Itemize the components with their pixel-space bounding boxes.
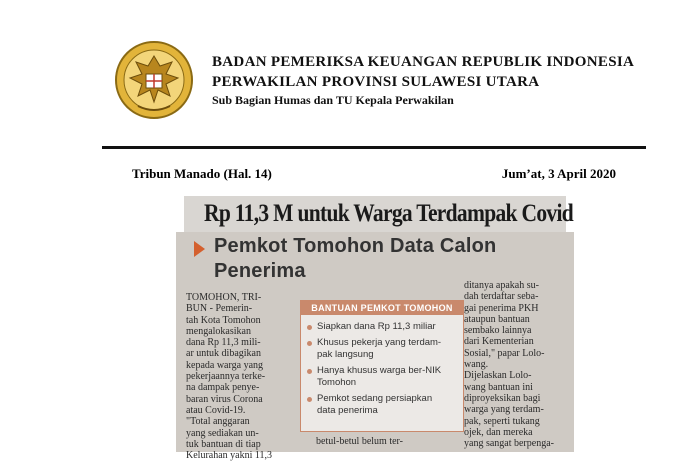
publication-date: Jum’at, 3 April 2020 — [501, 166, 616, 181]
article-line: dari Kementerian — [464, 336, 534, 348]
garuda-emblem-icon — [112, 36, 196, 120]
article-line: TOMOHON, TRI- — [186, 292, 262, 303]
article-column-1 — [186, 292, 306, 461]
article-line: ar untuk dibagikan — [186, 348, 261, 360]
article-line: pak, seperti tukang — [464, 415, 540, 427]
info-box-item-text: Khusus pekerja yang terdam- — [317, 337, 442, 348]
article-line: yang sediakan un- — [186, 427, 259, 439]
info-box-title: BANTUAN PEMKOT TOMOHON — [301, 301, 463, 315]
info-box-item-text: Pemkot sedang persiapkan — [317, 393, 433, 404]
bullet-icon — [307, 369, 312, 374]
header-divider — [102, 146, 646, 149]
article-line: betul-betul belum ter- — [316, 436, 403, 447]
article-line: Sosial," papar Lolo- — [464, 347, 545, 359]
article-body — [176, 232, 574, 461]
org-subunit: Sub Bagian Humas dan TU Kepala Perwakilan — [212, 93, 454, 107]
bullet-icon — [307, 325, 312, 330]
article-line: wang. — [464, 359, 489, 371]
article-line: gai penerima PKH — [464, 302, 539, 314]
info-box-item-text: Siapkan dana Rp 11,3 miliar — [317, 321, 436, 332]
article-line: baran virus Corona — [186, 393, 263, 405]
article-line: "Total anggaran — [186, 416, 250, 428]
org-name-line2: PERWAKILAN PROVINSI SULAWESI UTARA — [212, 74, 540, 90]
org-header — [212, 52, 634, 108]
article-line: dana Rp 11,3 mili- — [186, 337, 261, 349]
info-box — [300, 300, 464, 432]
article-line: kepada warga yang — [186, 359, 264, 371]
org-name-line1: BADAN PEMERIKSA KEUANGAN REPUBLIK INDONESIA — [212, 54, 635, 70]
info-box-item-text: pak langsung — [317, 349, 374, 360]
article-line: warga yang terdam- — [464, 404, 544, 416]
article-line: BUN - Pemerin- — [186, 303, 253, 315]
article-line: yang sangat berpenga- — [464, 438, 554, 450]
article-line: mengalokasikan — [186, 325, 251, 337]
bullet-icon — [307, 397, 312, 402]
article-line: wang bantuan ini — [464, 381, 533, 393]
article-line: tah Kota Tomohon — [186, 314, 261, 326]
article-line: Kelurahan yakni 11,3 — [186, 450, 272, 461]
newspaper-clipping — [176, 196, 574, 461]
article-line: pekerjaannya terke- — [186, 371, 266, 383]
info-box-item-text: Tomohon — [317, 377, 357, 388]
article-line: sembako lainnya — [464, 325, 532, 337]
subheadline-line2: Penerima — [214, 260, 306, 282]
info-box-item — [307, 365, 461, 389]
info-box-item-text: data penerima — [317, 405, 378, 416]
info-box-item — [307, 337, 461, 361]
newspaper-source: Tribun Manado (Hal. 14) — [132, 166, 272, 181]
article-line: ataupun bantuan — [464, 313, 530, 325]
subheadline-line1: Pemkot Tomohon Data Calon — [214, 235, 497, 257]
info-box-item-text: Hanya khusus warga ber-NIK — [317, 365, 442, 376]
article-line: diproyeksikan bagi — [464, 392, 541, 404]
article-line: atau Covid-19. — [186, 404, 246, 416]
article-line: na dampak penye- — [186, 382, 260, 394]
arrow-icon — [194, 241, 205, 257]
info-box-list — [307, 321, 461, 421]
article-line: dah terdaftar seba- — [464, 291, 539, 303]
article-line: Dijelaskan Lolo- — [464, 370, 532, 382]
info-box-item — [307, 393, 461, 417]
article-line: tuk bantuan di tiap — [186, 438, 261, 450]
article-column-3 — [464, 280, 570, 449]
clipping-headline: Rp 11,3 M untuk Warga Terdampak Covid — [204, 200, 574, 227]
bullet-icon — [307, 341, 312, 346]
article-line: ditanya apakah su- — [464, 280, 539, 291]
article-column-2 — [316, 436, 456, 447]
info-box-item — [307, 321, 461, 333]
headline-strip — [184, 196, 574, 236]
article-line: ojek, dan mereka — [464, 426, 533, 438]
